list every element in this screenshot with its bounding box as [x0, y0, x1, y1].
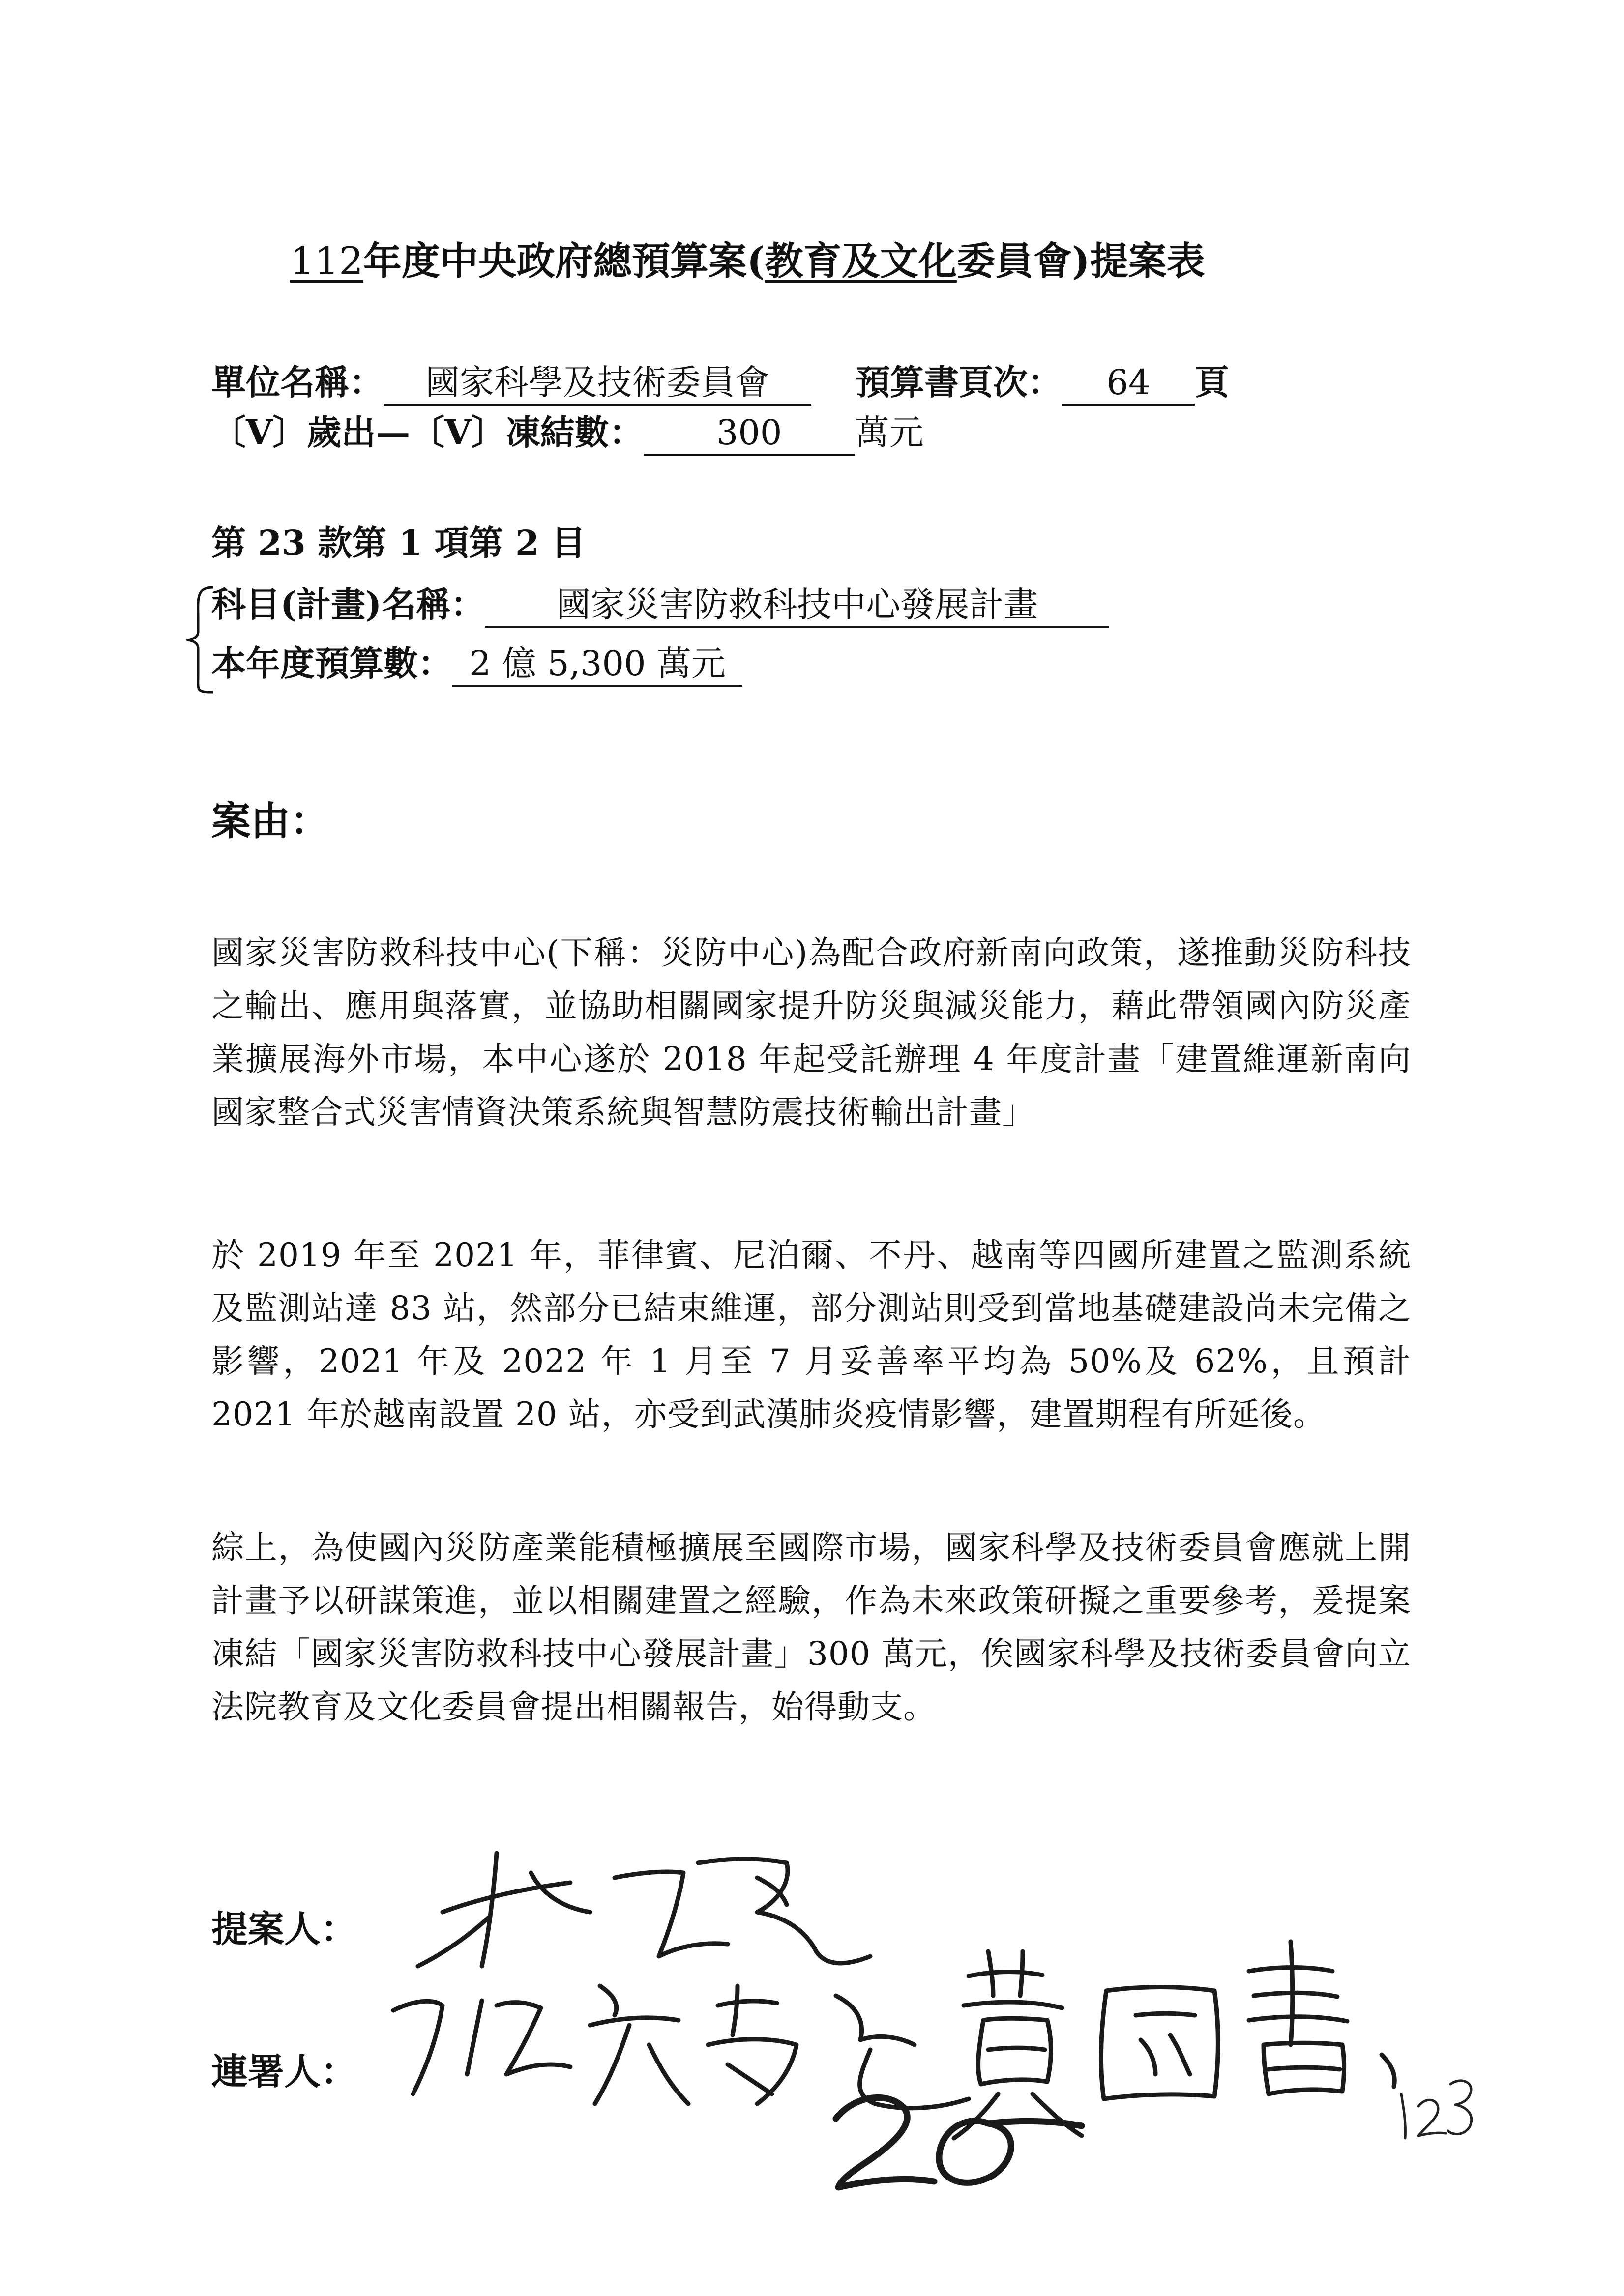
budget-label: 本年度預算數：: [211, 643, 452, 684]
page-value: 64: [1062, 361, 1195, 406]
subject-label: 科目(計畫)名稱：: [211, 584, 485, 625]
subject-value: 國家災害防救科技中心發展計畫: [485, 583, 1109, 628]
bracket-decoration: [186, 580, 215, 698]
reason-paragraph-1: 國家災害防救科技中心(下稱：災防中心)為配合政府新南向政策，遂推動災防科技之輸出、應用與落實，並協助相關國家提升防災與減災能力，藉此帶領國內防災產業擴展海外市場，本中心遂於 2018 年起受託辦理 4 年度計畫「建置維運新南向國家整合式災害情資決策系統與智慧防震技術輸出計畫」: [211, 934, 1411, 1131]
handwritten-page-number: [1391, 2064, 1480, 2153]
page-unit: 頁: [1195, 362, 1229, 403]
cosigner-signature-2: [954, 1942, 1394, 2138]
unit-label: 單位名稱：: [211, 362, 384, 403]
handwritten-number: [836, 2097, 1082, 2187]
freeze-unit: 萬元: [855, 412, 924, 453]
freeze-row: [211, 408, 924, 457]
unit-row: [211, 358, 1229, 407]
reason-paragraph-2: 於 2019 年至 2021 年，菲律賓、尼泊爾、不丹、越南等四國所建置之監測系統及監測站達 83 站，然部分已結束維運，部分測站則受到當地基礎建設尚未完備之影響，2021 年及 2022 年 1 月至 7 月妥善率平均為 50%及 62%，且預計 2021 年於越南設置 20 站，亦受到武漢肺炎疫情影響，建置期程有所延後。: [211, 1236, 1411, 1433]
title-committee: 教育及文化: [765, 239, 957, 284]
title-year: 112: [290, 239, 363, 284]
cosigner-label: 連署人：: [211, 2051, 357, 2093]
proposer-label: 提案人：: [211, 1908, 357, 1950]
type-label: 〔V〕歲出—〔V〕凍結數：: [211, 412, 644, 453]
title-part2: 委員會)提案表: [956, 239, 1205, 284]
unit-value: 國家科學及技術委員會: [384, 361, 811, 406]
cosigner-signature-1: [393, 1986, 969, 2108]
subject-row: [211, 580, 1109, 629]
proposer-signature: [418, 1853, 870, 1966]
form-title: [290, 227, 1372, 296]
handwritten-signatures: [384, 1819, 1490, 2192]
reason-heading: 案由：: [211, 798, 329, 844]
budget-value: 2 億 5,300 萬元: [452, 642, 742, 687]
budget-row: [211, 639, 742, 688]
title-part1: 年度中央政府總預算案(: [363, 239, 765, 284]
item-code: 第 23 款第 1 項第 2 目: [211, 523, 586, 563]
reason-paragraph-3: 綜上，為使國內災防產業能積極擴展至國際市場，國家科學及技術委員會應就上開計畫予以研謀策進，並以相關建置之經驗，作為未來政策研擬之重要參考，爰提案凍結「國家災害防救科技中心發展計畫」300 萬元，俟國家科學及技術委員會向立法院教育及文化委員會提出相關報告，始得動支。: [211, 1529, 1411, 1726]
page-label: 預算書頁次：: [856, 362, 1062, 403]
freeze-value: 300: [644, 411, 855, 456]
